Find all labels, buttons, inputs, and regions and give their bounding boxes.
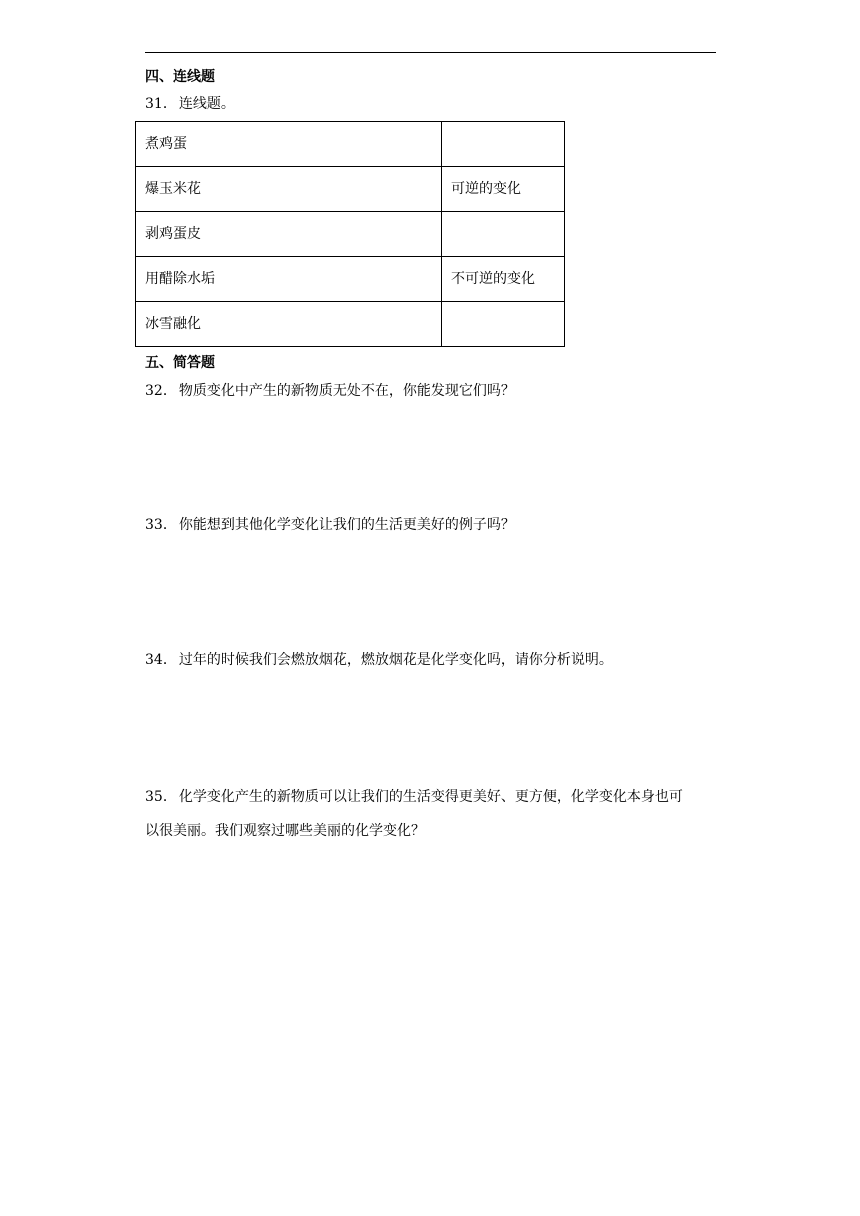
- question-line: 以很美丽。我们观察过哪些美丽的化学变化？: [145, 823, 425, 839]
- table-row: [136, 167, 565, 212]
- top-divider: [145, 52, 716, 53]
- question-text: 过年的时候我们会燃放烟花，燃放烟花是化学变化吗，请你分析说明。: [178, 652, 613, 668]
- question-text: 你能想到其他化学变化让我们的生活更美好的例子吗？: [178, 517, 515, 533]
- question-31: [145, 87, 719, 121]
- table-cell-category: [442, 302, 565, 347]
- section-heading-matching: 四、连线题: [145, 69, 215, 85]
- table-cell-item: 爆玉米花: [136, 167, 442, 212]
- question-line: [145, 780, 719, 814]
- table-cell-item: 煮鸡蛋: [136, 122, 442, 167]
- section-heading-short-answer: 五、简答题: [145, 355, 215, 371]
- question-32: [145, 374, 719, 408]
- question-number: 34．: [145, 652, 177, 668]
- table-cell-category: 可逆的变化: [442, 167, 565, 212]
- question-35: [145, 780, 719, 848]
- question-34: [145, 643, 719, 677]
- table-cell-category: [442, 122, 565, 167]
- question-number: 31．: [145, 96, 177, 112]
- table-cell-item: 用醋除水垢: [136, 257, 442, 302]
- table-cell-item: 冰雪融化: [136, 302, 442, 347]
- matching-table: [135, 121, 565, 347]
- table-row: [136, 257, 565, 302]
- question-number: 33．: [145, 517, 177, 533]
- question-text: 物质变化中产生的新物质无处不在，你能发现它们吗？: [178, 383, 515, 399]
- question-text: 化学变化产生的新物质可以让我们的生活变得更美好、更方便，化学变化本身也可: [178, 789, 683, 805]
- table-row: [136, 122, 565, 167]
- question-number: 32．: [145, 383, 177, 399]
- table-row: [136, 212, 565, 257]
- table-cell-category: [442, 212, 565, 257]
- question-text: 连线题。: [178, 96, 235, 112]
- table-cell-category: 不可逆的变化: [442, 257, 565, 302]
- table-cell-item: 剥鸡蛋皮: [136, 212, 442, 257]
- table-row: [136, 302, 565, 347]
- question-number: 35．: [145, 789, 177, 805]
- question-33: [145, 508, 719, 542]
